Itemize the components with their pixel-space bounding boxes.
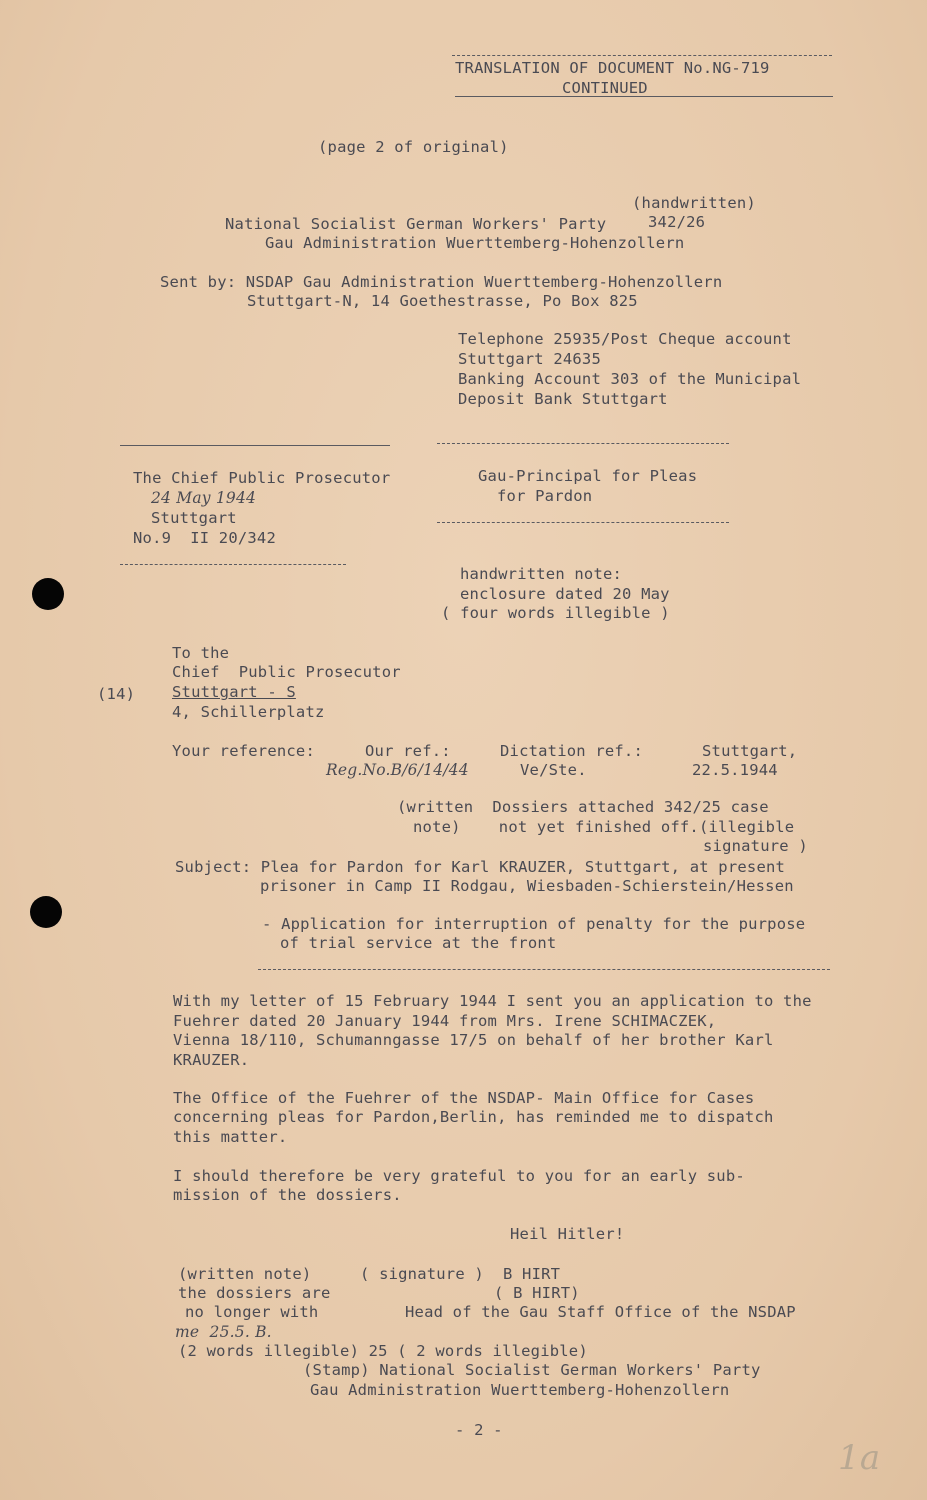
- your-reference-label: Your reference:: [172, 742, 315, 760]
- addressee-line2: Chief Public Prosecutor: [172, 663, 401, 681]
- signature-name: ( B HIRT): [494, 1284, 580, 1302]
- subject-line1: Subject: Plea for Pardon for Karl KRAUZER, Stuttgart, at present: [175, 858, 786, 876]
- header-rule-bottom: [455, 96, 833, 97]
- telephone-line1: Telephone 25935/Post Cheque account: [458, 330, 792, 348]
- sent-by-line1: Sent by: NSDAP Gau Administration Wuerttemberg-Hohenzollern: [160, 273, 723, 291]
- body-p2-line1: The Office of the Fuehrer of the NSDAP- Main Office for Cases: [173, 1089, 755, 1107]
- stamp-left-line1: The Chief Public Prosecutor: [133, 469, 391, 487]
- body-p2-line2: concerning pleas for Pardon,Berlin, has reminded me to dispatch: [173, 1108, 774, 1126]
- hw-note-line1: handwritten note:: [460, 565, 623, 583]
- body-p1-line2: Fuehrer dated 20 January 1944 from Mrs. Irene SCHIMACZEK,: [173, 1012, 717, 1030]
- footer-note-line1: (written note): [178, 1265, 312, 1283]
- body-p3-line1: I should therefore be very grateful to you for an early sub-: [173, 1167, 745, 1185]
- body-p2-line3: this matter.: [173, 1128, 288, 1146]
- subject-line4: of trial service at the front: [280, 934, 557, 952]
- stamp-left-rule-top: [120, 445, 390, 446]
- stamp-right-rule-bottom: [437, 522, 729, 523]
- subject-line3: - Application for interruption of penalty for the purpose: [262, 915, 806, 933]
- our-reference-value: Reg.No.B/6/14/44: [326, 761, 469, 779]
- stamp-left-place: Stuttgart: [151, 509, 237, 527]
- dictation-reference-label: Dictation ref.:: [500, 742, 643, 760]
- punch-hole-top: [32, 578, 64, 610]
- addressee-line1: To the: [172, 644, 230, 662]
- hw-note-line3: ( four words illegible ): [441, 604, 670, 622]
- header-rule-top: [452, 55, 832, 56]
- body-p1-line1: With my letter of 15 February 1944 I sent you an application to the: [173, 992, 812, 1010]
- letterhead-party: National Socialist German Workers' Party: [225, 215, 607, 233]
- addressee-line4: 4, Schillerplatz: [172, 703, 325, 721]
- written-note-line1: (written Dossiers attached 342/25 case: [397, 798, 769, 816]
- footer-note-line3: no longer with: [185, 1303, 319, 1321]
- written-note-line2: note) not yet finished off.(illegible: [413, 818, 795, 836]
- letterhead-gau: Gau Administration Wuerttemberg-Hohenzollern: [265, 234, 685, 252]
- footer-note-line2: the dossiers are: [178, 1284, 331, 1302]
- signatory-title: Head of the Gau Staff Office of the NSDAP: [405, 1303, 796, 1321]
- sent-by-line2: Stuttgart-N, 14 Goethestrasse, Po Box 825: [247, 292, 638, 310]
- addressee-line3: Stuttgart - S: [172, 683, 296, 701]
- stamp-right-line1: Gau-Principal for Pleas: [478, 467, 698, 485]
- body-p1-line3: Vienna 18/110, Schumanngasse 17/5 on behalf of her brother Karl: [173, 1031, 774, 1049]
- body-p3-line2: mission of the dossiers.: [173, 1186, 402, 1204]
- doc-subtitle: CONTINUED: [562, 79, 648, 97]
- banking-line2: Deposit Bank Stuttgart: [458, 390, 668, 408]
- letter-date: 22.5.1944: [692, 761, 778, 779]
- punch-hole-bottom: [30, 896, 62, 928]
- signature-line: ( signature ) B HIRT: [360, 1265, 561, 1283]
- page-number: - 2 -: [455, 1421, 503, 1439]
- stamp-right-rule-top: [437, 443, 729, 444]
- closing: Heil Hitler!: [510, 1225, 625, 1243]
- body-p1-line4: KRAUZER.: [173, 1051, 250, 1069]
- our-reference-label: Our ref.:: [365, 742, 451, 760]
- handwritten-number: 342/26: [648, 213, 706, 231]
- letter-place: Stuttgart,: [702, 742, 798, 760]
- subject-line2: prisoner in Camp II Rodgau, Wiesbaden-Schierstein/Hessen: [260, 877, 794, 895]
- banking-line1: Banking Account 303 of the Municipal: [458, 370, 802, 388]
- illegible-line: (2 words illegible) 25 ( 2 words illegible): [178, 1342, 588, 1360]
- stamp-right-line2: for Pardon: [497, 487, 593, 505]
- doc-title: TRANSLATION OF DOCUMENT No.NG-719: [455, 59, 770, 77]
- handwritten-label: (handwritten): [632, 194, 756, 212]
- written-note-line3: signature ): [703, 837, 808, 855]
- stamp-left-number: No.9 II 20/342: [133, 529, 276, 547]
- stamp-left-rule-bottom: [120, 564, 346, 565]
- footer-note-line4: me 25.5. B.: [175, 1323, 272, 1341]
- telephone-line2: Stuttgart 24635: [458, 350, 601, 368]
- stamp-line2: Gau Administration Wuerttemberg-Hohenzollern: [310, 1381, 730, 1399]
- corner-mark: 1a: [838, 1438, 881, 1478]
- dictation-reference-value: Ve/Ste.: [520, 761, 587, 779]
- page-note: (page 2 of original): [318, 138, 509, 156]
- margin-number: (14): [97, 685, 136, 703]
- hw-note-line2: enclosure dated 20 May: [460, 585, 670, 603]
- stamp-line1: (Stamp) National Socialist German Workers' Party: [303, 1361, 761, 1379]
- subject-rule: [258, 969, 830, 970]
- stamp-left-date: 24 May 1944: [151, 489, 257, 507]
